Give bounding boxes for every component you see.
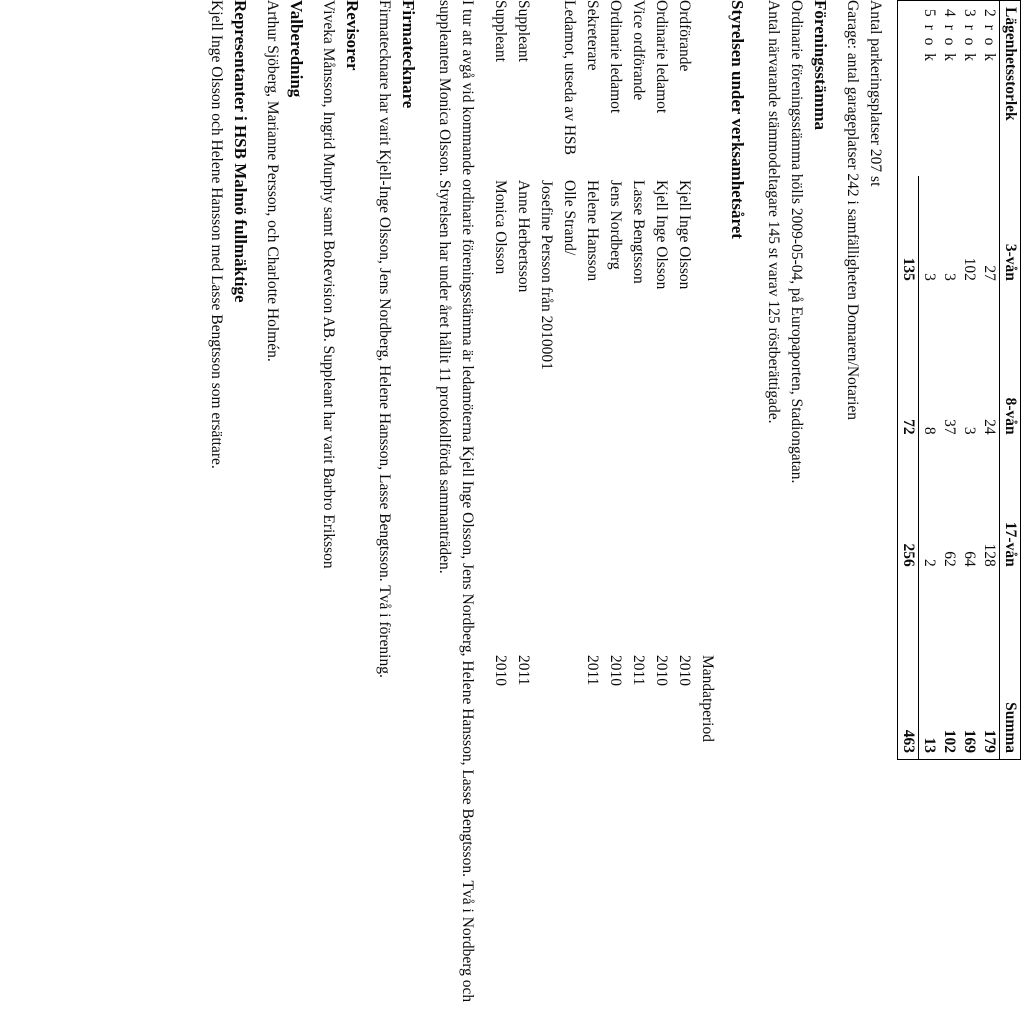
stamma-attendance-line: Antal närvarande stämmodeltagare 145 st varav 125 röstberättigade. [765,0,782,424]
total-cell: 135 [898,176,919,286]
list-item [627,0,650,759]
board-name: Olle Strand/ [561,180,578,256]
board-name: Jens Nordberg [607,180,624,270]
table-cell: 64 [961,551,978,567]
board-period: 2011 [630,655,647,686]
mandate-period-header: Mandatperiod [699,655,716,742]
table-cell: 179 [981,729,998,753]
board-period-header-row [696,0,719,759]
column-header: 17-vån [1000,441,1021,573]
board-name: Helene Hansson [584,180,601,282]
board-role: Sekreterare [584,0,601,71]
table-cell: 102 [941,729,958,753]
board-name: Kjell Inge Olsson [676,180,693,290]
list-item [512,0,535,759]
table-cell: 169 [961,729,978,753]
firmatecknare-text: Firmatecknare har varit Kjell-Inge Olsson, Jens Nordberg, Helene Hansson, Lasse Bengtsson. Två i förening. [376,0,393,678]
table-cell: 24 [981,419,998,435]
table-header-row [1000,1,1021,760]
board-rotation-paragraph: I tur att avgå vid kommande ordinarie föreningsstämma är ledamöterna Kjell Inge Olsson, Jens Nordberg, Helene Hansson, Lasse Bengtsson. Två i Nordberg och suppleanten Monica Olsson. Styrelsen har under året hållit 11 protokollförda sammanträden. [436,0,476,1003]
table-cell: 3 r o k [961,9,978,64]
section-heading-representanter: Representanter i HSB Malmö fullmäktige [231,0,250,303]
board-period: 2011 [515,655,532,686]
total-cell: 72 [898,287,919,441]
column-header: 3-vån [1000,176,1021,286]
garage-count: Garage: antal garageplatser 242 i samfälligheten Domaren/Notarien [844,0,861,421]
list-item [489,0,512,759]
board-name: Josefine Persson från 2010001 [538,180,555,370]
list-item [650,0,673,759]
board-period: 2010 [492,655,509,686]
list-item [535,0,558,759]
list-item [581,0,604,759]
valberedning-text: Arthur Sjöberg, Marianne Persson, och Charlotte Holmén. [264,0,281,362]
section-heading-revisorer: Revisorer [343,0,362,71]
section-heading-foreningsstamma: Föreningsstämma [811,0,830,131]
board-members-list [489,0,719,759]
board-name: Kjell Inge Olsson [653,180,670,290]
board-period: 2010 [653,655,670,686]
table-row [919,1,940,760]
board-role: Suppleant [515,0,532,62]
table-cell: 3 [921,273,938,281]
table-cell: 27 [981,265,998,281]
table-row [959,1,979,760]
parking-count: Antal parkeringsplatser 207 st [867,0,884,187]
table-cell: 62 [941,551,958,567]
total-cell: 463 [898,573,919,760]
table-cell: 3 [961,426,978,435]
list-item [604,0,627,759]
table-cell: 37 [941,419,958,435]
table-row [979,1,1000,760]
stamma-date-line: Ordinarie föreningsstämma hölls 2009-05-04, på Europaporten, Stadiongatan. [788,0,805,484]
board-role: Ordinarie ledamot [607,0,624,114]
section-heading-firmatecknare: Firmatecknare [399,0,418,109]
table-cell: 3 [941,273,958,281]
table-cell: 102 [961,257,978,281]
table-cell: 8 [921,426,938,435]
list-item [673,0,696,759]
board-role: Vice ordförande [630,0,647,101]
board-period: 2010 [676,655,693,686]
column-header: Summa [1000,573,1021,760]
table-total-row [898,1,919,760]
board-period: 2011 [584,655,601,686]
table-cell: 2 r o k [981,9,998,64]
board-period: 2010 [607,655,624,686]
board-name: Monica Olsson [492,180,509,275]
table-row [939,1,959,760]
apartment-size-table [897,0,1021,760]
column-header: 8-vån [1000,287,1021,441]
table-cell [898,1,919,177]
revisorer-text: Viveka Månsson, Ingrid Murphy samt BoRevision AB. Suppleant har varit Barbro Eriksson [320,0,337,569]
column-header: Lägenhetsstorlek [1000,1,1021,177]
table-cell: 128 [981,543,998,567]
table-cell: 4 r o k [941,9,958,64]
total-cell: 256 [898,441,919,573]
board-role: Ordinarie ledamot [653,0,670,114]
table-cell: 13 [921,737,938,753]
section-heading-styrelsen: Styrelsen under verksamhetsåret [728,0,747,239]
section-heading-valberedning: Valberedning [287,0,306,98]
board-role: Ledamot, utseda av HSB [561,0,578,155]
representanter-text: Kjell Inge Olsson och Helene Hansson med Lasse Bengtsson som ersättare. [208,0,225,469]
board-name: Anne Herbertsson [515,180,532,293]
board-role: Suppleant [492,0,509,62]
table-cell: 2 [921,558,938,567]
list-item [558,0,581,759]
board-role: Ordförande [676,0,693,72]
table-cell: 5 r o k [920,9,938,64]
board-name: Lasse Bengtsson [630,180,647,284]
